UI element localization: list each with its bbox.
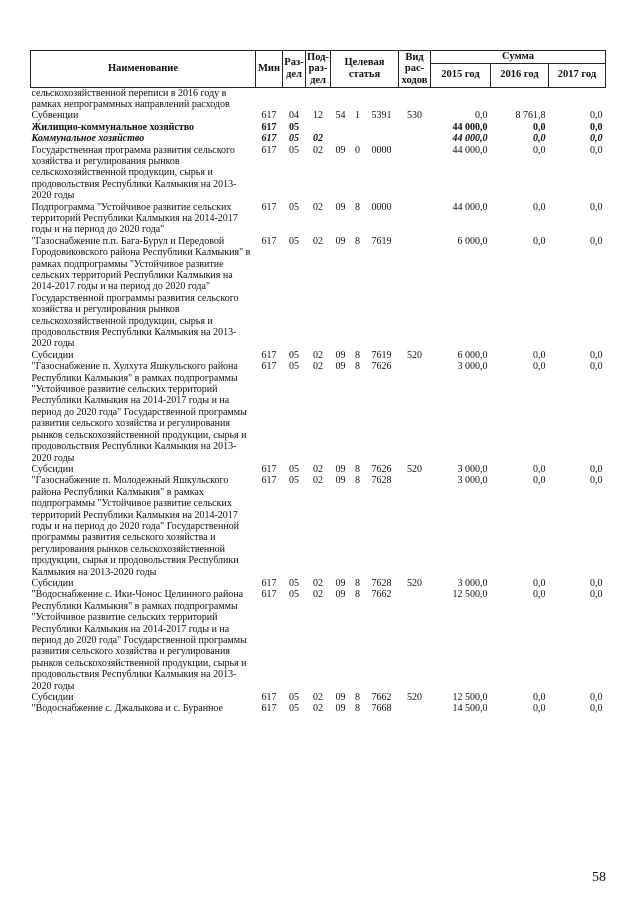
cell-vid (399, 361, 431, 464)
cell-target-program: 54 (335, 110, 346, 122)
cell-target-code (365, 87, 399, 110)
cell-target-subprogram: 8 (355, 703, 360, 715)
cell-podrazdel: 02 (313, 235, 323, 247)
cell-target-program: 09 (335, 201, 346, 213)
table-row (31, 145, 606, 202)
cell-2016: 0,0 (533, 475, 546, 487)
header-target: Целевая статья (331, 51, 399, 88)
cell-2016: 0,0 (533, 349, 546, 361)
cell-podrazdel (306, 122, 331, 133)
cell-target-code: 0000 (371, 144, 392, 156)
cell-target-program (331, 133, 351, 144)
cell-razdel: 05 (289, 475, 299, 487)
cell-vid (399, 87, 431, 110)
cell-podrazdel: 02 (313, 349, 323, 361)
cell-vid: 520 (407, 577, 422, 589)
cell-min: 617 (261, 589, 277, 601)
cell-podrazdel: 12 (313, 110, 323, 122)
cell-target-program: 09 (335, 692, 346, 704)
cell-razdel: 05 (289, 692, 299, 704)
header-podrazdel: Под-раз-дел (307, 51, 329, 86)
cell-target-program: 09 (335, 463, 346, 475)
table-row (31, 361, 606, 464)
cell-target-program: 09 (335, 144, 346, 156)
cell-target-code (365, 133, 399, 144)
cell-vid (399, 703, 431, 714)
cell-podrazdel: 02 (313, 463, 323, 475)
cell-2016: 0,0 (533, 463, 546, 475)
cell-vid: 520 (407, 692, 422, 704)
cell-target-subprogram: 8 (355, 475, 360, 487)
table-body (31, 87, 606, 715)
cell-2015: 6 000,0 (457, 235, 488, 247)
cell-target-program: 09 (335, 235, 346, 247)
cell-2015: 3 000,0 (457, 475, 488, 487)
cell-razdel: 05 (289, 144, 299, 156)
cell-target-code: 0000 (371, 201, 392, 213)
table-row (31, 350, 606, 361)
cell-target-subprogram: 8 (355, 349, 360, 361)
cell-razdel: 05 (289, 361, 299, 373)
cell-razdel: 05 (289, 589, 299, 601)
cell-2017: 0,0 (590, 361, 603, 373)
cell-2015: 14 500,0 (452, 703, 488, 715)
cell-2015: 44 000,0 (452, 133, 488, 145)
cell-vid (399, 475, 431, 578)
cell-name: "Газоснабжение п.п. Бага-Бурул и Передовой Городовиковского района Республики Калмыкия" в рамках подпрограммы "Устойчивое развитие сельских территорий Республики Калмыкия на 2014-2017 годы и на период до 2020 года" Государственной программы развития сельского хозяйства и регулирования рынков сельскохозяйственной продукции, сырья и продовольствия Республики Калмыкия на 2013-2020 годы (31, 235, 251, 350)
cell-name: "Газоснабжение п. Молодежный Яшкульского района Республики Калмыкия" в рамках подпрограммы "Устойчивое развитие сельских территорий Республики Калмыкия на 2014-2017 годы и на период до 2020 года" Государственной программы развития сельского хозяйства и регулирования рынков сельскохозяйственной продукции, сырья и продовольствия Республики Калмыкия на 2013-2020 годы (31, 475, 240, 578)
cell-vid (399, 589, 431, 692)
cell-name: Подпрограмма "Устойчивое развитие сельских территорий Республики Калмыкия на 2014-2017 годы и на период до 2020 года" (31, 201, 238, 236)
cell-razdel: 05 (289, 349, 299, 361)
cell-vid: 530 (407, 110, 422, 122)
cell-vid (399, 133, 431, 144)
cell-min: 617 (261, 144, 277, 156)
cell-2017: 0,0 (590, 349, 603, 361)
header-2015: 2015 год (431, 63, 491, 87)
cell-target-subprogram (351, 122, 365, 133)
table-row (31, 202, 606, 236)
cell-target-code: 7626 (371, 463, 392, 475)
cell-razdel: 05 (289, 133, 299, 145)
cell-target-code: 7662 (371, 692, 392, 704)
cell-min: 617 (261, 121, 277, 133)
header-vid: Вид рас-ходов (399, 51, 431, 88)
cell-2015 (431, 87, 491, 110)
cell-target-subprogram (351, 87, 365, 110)
table-row (31, 236, 606, 350)
cell-vid (399, 202, 431, 236)
cell-razdel: 05 (289, 703, 299, 715)
cell-razdel: 04 (289, 110, 299, 122)
cell-min: 617 (261, 463, 277, 475)
cell-2017: 0,0 (590, 235, 603, 247)
cell-2017: 0,0 (590, 144, 603, 156)
cell-2015: 12 500,0 (452, 589, 488, 601)
table-header (31, 51, 606, 88)
cell-target-subprogram: 8 (355, 463, 360, 475)
cell-2016: 0,0 (533, 235, 546, 247)
cell-target-code: 7619 (371, 349, 392, 361)
cell-2015: 3 000,0 (457, 577, 488, 589)
cell-min: 617 (261, 577, 277, 589)
cell-min: 617 (261, 361, 277, 373)
cell-name: Коммунальное хозяйство (31, 133, 145, 145)
cell-2016: 0,0 (533, 703, 546, 715)
cell-podrazdel (306, 87, 331, 110)
cell-target-subprogram: 8 (355, 235, 360, 247)
cell-podrazdel: 02 (313, 144, 323, 156)
cell-target-subprogram: 8 (355, 692, 360, 704)
cell-2017: 0,0 (590, 201, 603, 213)
cell-2017: 0,0 (590, 110, 603, 122)
cell-2015: 44 000,0 (452, 201, 488, 213)
cell-2015: 0,0 (475, 110, 488, 122)
cell-2016: 0,0 (533, 201, 546, 213)
cell-razdel: 05 (289, 121, 299, 133)
header-razdel: Раз-дел (283, 51, 306, 88)
cell-2015: 6 000,0 (457, 349, 488, 361)
cell-2016: 0,0 (533, 121, 546, 133)
cell-razdel: 05 (289, 201, 299, 213)
cell-razdel: 05 (289, 577, 299, 589)
cell-2017: 0,0 (590, 475, 603, 487)
cell-podrazdel: 02 (313, 133, 323, 145)
cell-2016: 0,0 (533, 577, 546, 589)
cell-min: 617 (261, 349, 277, 361)
cell-min (256, 87, 283, 110)
cell-2017: 0,0 (590, 121, 603, 133)
cell-2015: 44 000,0 (452, 121, 488, 133)
cell-podrazdel: 02 (313, 475, 323, 487)
cell-2016: 0,0 (533, 589, 546, 601)
cell-name: Субсидии (31, 349, 74, 361)
cell-target-program: 09 (335, 589, 346, 601)
cell-2016: 0,0 (533, 144, 546, 156)
cell-target-code: 7619 (371, 235, 392, 247)
cell-2016: 8 761,8 (515, 110, 546, 122)
cell-name: Субвенции (31, 110, 79, 122)
cell-vid: 520 (407, 349, 422, 361)
cell-podrazdel: 02 (313, 703, 323, 715)
cell-target-program: 09 (335, 475, 346, 487)
cell-min: 617 (261, 692, 277, 704)
cell-target-code: 7628 (371, 577, 392, 589)
header-min: Мин (256, 51, 283, 88)
table-row (31, 692, 606, 703)
cell-podrazdel: 02 (313, 201, 323, 213)
budget-table (30, 50, 606, 715)
cell-2017: 0,0 (590, 133, 603, 145)
cell-2017 (549, 87, 606, 110)
cell-name: Субсидии (31, 577, 74, 589)
cell-vid: 520 (407, 463, 422, 475)
cell-target-subprogram: 8 (355, 577, 360, 589)
header-2016: 2016 год (491, 63, 549, 87)
cell-name: "Водоснабжение с. Ики-Чонос Целинного района Республики Калмыкия" в рамках подпрограммы "Устойчивое развитие сельских территорий Республики Калмыкия на 2014-2017 годы и на период до 2020 года" Государственной программы развития сельского хозяйства и регулирования рынков сельскохозяйственной продукции, сырья и продовольствия Республики Калмыкия на 2013-2020 годы (31, 589, 247, 692)
cell-min: 617 (261, 201, 277, 213)
cell-min: 617 (261, 703, 277, 715)
table-row (31, 133, 606, 144)
page-number: 58 (592, 870, 606, 885)
cell-target-subprogram: 8 (355, 361, 360, 373)
cell-name: "Водоснабжение с. Джалыкова и с. Буранное (31, 703, 223, 715)
cell-razdel: 05 (289, 463, 299, 475)
header-2017: 2017 год (549, 63, 606, 87)
cell-name: Государственная программа развития сельского хозяйства и регулирования рынков сельскохозяйственной продукции, сырья и продовольствия Республики Калмыкия на 2013-2020 годы (31, 144, 237, 202)
cell-2015: 12 500,0 (452, 692, 488, 704)
cell-target-subprogram: 8 (355, 589, 360, 601)
cell-podrazdel: 02 (313, 589, 323, 601)
cell-podrazdel: 02 (313, 692, 323, 704)
cell-2017: 0,0 (590, 589, 603, 601)
cell-name: Жилищно-коммунальное хозяйство (31, 121, 195, 133)
table-row (31, 122, 606, 133)
cell-razdel (283, 87, 306, 110)
cell-min: 617 (261, 235, 277, 247)
cell-target-program (331, 87, 351, 110)
cell-target-subprogram: 0 (355, 144, 360, 156)
cell-2017: 0,0 (590, 703, 603, 715)
cell-2017: 0,0 (590, 692, 603, 704)
cell-target-program: 09 (335, 349, 346, 361)
cell-min: 617 (261, 475, 277, 487)
cell-vid (399, 145, 431, 202)
cell-name: Субсидии (31, 692, 74, 704)
table-row (31, 110, 606, 121)
cell-2015: 3 000,0 (457, 463, 488, 475)
cell-target-code: 5391 (371, 110, 392, 122)
cell-target-code: 7668 (371, 703, 392, 715)
table-row (31, 703, 606, 714)
cell-podrazdel: 02 (313, 577, 323, 589)
table-row (31, 578, 606, 589)
cell-2017: 0,0 (590, 577, 603, 589)
cell-2017: 0,0 (590, 463, 603, 475)
cell-min: 617 (261, 110, 277, 122)
cell-2016: 0,0 (533, 133, 546, 145)
cell-target-program (331, 122, 351, 133)
table-row (31, 464, 606, 475)
cell-target-code: 7628 (371, 475, 392, 487)
cell-target-program: 09 (335, 703, 346, 715)
cell-target-subprogram: 1 (355, 110, 360, 122)
cell-target-code: 7662 (371, 589, 392, 601)
cell-vid (399, 122, 431, 133)
cell-target-subprogram (351, 133, 365, 144)
header-sum: Сумма (431, 51, 606, 64)
cell-target-program: 09 (335, 361, 346, 373)
table-row (31, 589, 606, 692)
cell-target-program: 09 (335, 577, 346, 589)
cell-min: 617 (261, 133, 277, 145)
cell-2016 (491, 87, 549, 110)
cell-target-code (365, 122, 399, 133)
header-name: Наименование (31, 51, 256, 88)
cell-2015: 44 000,0 (452, 144, 488, 156)
cell-2016: 0,0 (533, 692, 546, 704)
cell-name: Субсидии (31, 463, 74, 475)
cell-target-subprogram: 8 (355, 201, 360, 213)
cell-target-code: 7626 (371, 361, 392, 373)
cell-2016: 0,0 (533, 361, 546, 373)
cell-name: "Газоснабжение п. Хулхута Яшкульского района Республики Калмыкия" в рамках подпрограммы "Устойчивое развитие сельских территорий Республики Калмыкия на 2014-2017 годы и на период до 2020 года" Государственной программы развития сельского хозяйства и регулирования рынков сельскохозяйственной продукции, сырья и продовольствия Республики Калмыкия на 2013-2020 годы (31, 361, 247, 464)
cell-vid (399, 236, 431, 350)
cell-2015: 3 000,0 (457, 361, 488, 373)
table-row (31, 475, 606, 578)
cell-name: сельскохозяйственной переписи в 2016 году в рамках непрограммных направлений расходов (31, 87, 230, 110)
cell-razdel: 05 (289, 235, 299, 247)
table-row (31, 87, 606, 110)
cell-podrazdel: 02 (313, 361, 323, 373)
